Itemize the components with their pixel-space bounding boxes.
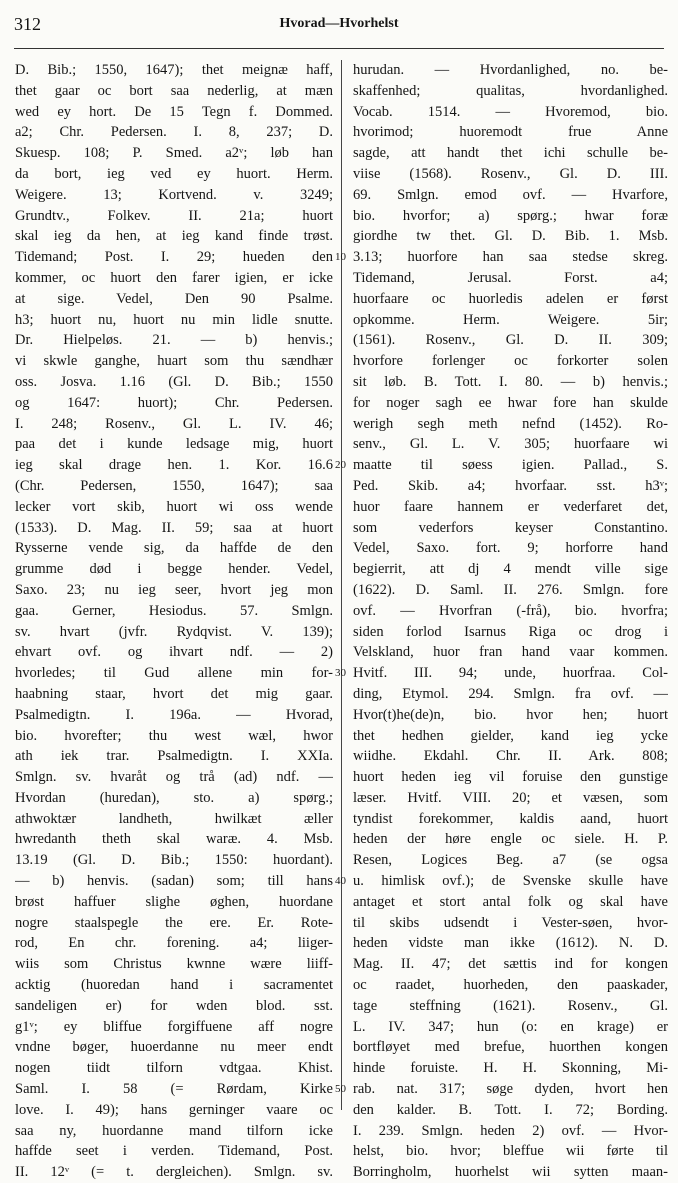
margin-line-number: 50	[335, 1083, 346, 1096]
text-line: vi skwle ganghe, huart som thu sændhær	[15, 353, 333, 370]
text-line: hvorfore forlenger oc forkorter solen	[353, 353, 668, 370]
text-line: tage steffning (1621). Rosenv., Gl.	[353, 997, 668, 1014]
text-line: hurudan. — Hvordanlighed, no. be-	[353, 62, 668, 78]
text-line: Hvor(t)he(de)n, bio. hvor hen; huort	[353, 706, 668, 723]
text-line: viise (1568). Rosenv., Gl. D. III.	[353, 165, 668, 182]
running-head: Hvorad—Hvorhelst	[279, 16, 399, 31]
text-line: ath iek trar. Psalmedigtn. I. XXIa.	[15, 748, 333, 765]
margin-line-number: 30	[335, 667, 346, 680]
margin-line-number: 10	[335, 251, 346, 264]
text-line: ding, Etymol. 294. Smlgn. fra ovf. —	[353, 685, 668, 702]
text-line: 13.19 (Gl. D. Bib.; 1550: huordant).	[15, 852, 333, 869]
text-line: oc raadet, huorheden, den paaskader,	[353, 977, 668, 994]
text-line: haffde seet i verden. Tidemand, Post.	[15, 1143, 333, 1160]
text-line: bio. hvorfor; a) spørg.; hwar foræ	[353, 207, 668, 224]
text-line: heden vidste man ikke (1612). N. D.	[353, 935, 668, 952]
text-line: rab. nat. 317; søge dyden, hvort hen	[353, 1081, 668, 1098]
text-line: hvorledes; til Gud allene min for-	[15, 665, 333, 682]
text-line: sit løb. B. Tott. I. 80. — b) henvis.;	[353, 373, 668, 390]
text-line: wiidhe. Ekdahl. Chr. II. Ark. 808;	[353, 748, 668, 765]
text-line: oss. Josva. 1.16 (Gl. D. Bib.; 1550	[15, 373, 333, 390]
text-line: læser. Hvitf. VIII. 20; et væsen, som	[353, 789, 668, 806]
text-line: ovf. — Hvorfran (-frå), bio. hvorfra;	[353, 602, 668, 619]
text-line: tyndist forekommer, kaldis aand, huort	[353, 810, 668, 827]
text-line: Mag. II. 47; det sættis ind for kongen	[353, 956, 668, 973]
text-line: rod, En chr. forening. a4; liiger-	[15, 935, 333, 952]
margin-line-number: 20	[335, 459, 346, 472]
text-line: (1622). D. Saml. II. 276. Smlgn. fore	[353, 581, 668, 598]
text-line: Psalmedigtn. I. 196a. — Hvorad,	[15, 706, 333, 723]
text-line: Saxo. 23; nu ieg seer, hvort jeg mon	[15, 581, 333, 598]
text-line: lecker vort skib, huort wi oss wende	[15, 498, 333, 515]
text-line: den kalder. B. Tott. I. 72; Bording.	[353, 1101, 668, 1118]
text-line: sandeligen er) for wden blod. sst.	[15, 997, 333, 1014]
page-header	[14, 14, 664, 40]
text-line: wiis som Christus kwnne wære liiff-	[15, 956, 333, 973]
text-line: Skuesp. 108; P. Smed. a2ᵛ; løb han	[15, 145, 333, 162]
text-line: bio. hvorefter; thu west wæl, hwor	[15, 727, 333, 744]
text-line: gaa. Gerner, Hesiodus. 57. Smlgn.	[15, 602, 333, 619]
text-line: at sige. Vedel, Den 90 Psalme.	[15, 290, 333, 307]
text-line: Grundtv., Folkev. II. 21a; huort	[15, 207, 333, 224]
page-number: 312	[14, 14, 41, 34]
text-line: L. IV. 347; hun (o: en krage) er	[353, 1018, 668, 1035]
text-line: Vocab. 1514. — Hvoremod, bio.	[353, 103, 668, 120]
text-line: antaget et stort antal folk og skal have	[353, 893, 668, 910]
text-line: Ped. Skib. a4; hvorfaar. sst. h3ᵛ;	[353, 477, 668, 494]
text-line: og 1647: huort); Chr. Pedersen.	[15, 394, 333, 411]
text-line: giordhe tw thet. Gl. D. Bib. 1. Msb.	[353, 228, 668, 245]
text-line: athwoktær landheth, hwilkæt æller	[15, 810, 333, 827]
text-line: Rysserne vende sig, da haffde de den	[15, 540, 333, 557]
text-line: D. Bib.; 1550, 1647); thet meignæ haff,	[15, 62, 333, 78]
text-line: siden forlod Isarnus Riga oc drog i	[353, 623, 668, 640]
text-line: thet gaar oc bort saa nederlig, at mæn	[15, 82, 333, 99]
text-line: begierrit, att dj 4 mendt ville sige	[353, 561, 668, 578]
text-line: u. himlisk ovf.); de Svenske skulle have	[353, 873, 668, 890]
text-line: thet hedhen gielder, kand ieg ycke	[353, 727, 668, 744]
text-line: grumme død i begge hender. Vedel,	[15, 561, 333, 578]
left-column	[15, 60, 333, 1183]
text-line: 69. Smlgn. emod ovf. — Hvarfore,	[353, 186, 668, 203]
text-line: hwredanth theth skal waræ. 4. Msb.	[15, 831, 333, 848]
text-line: (1561). Rosenv., Gl. D. II. 309;	[353, 332, 668, 349]
text-line: Velskland, huor fran hand vaar kommen.	[353, 644, 668, 661]
text-line: paa det i kunde ledsage mig, huort	[15, 436, 333, 453]
text-line: nogre staalspegle the ere. Er. Rote-	[15, 914, 333, 931]
text-line: sagde, att handt thet ichi schulle be-	[353, 145, 668, 162]
text-line: wed ey hort. De 15 Tegn f. Dommed.	[15, 103, 333, 120]
text-line: (Chr. Pedersen, 1550, 1647); saa	[15, 477, 333, 494]
text-line: brøst haffuer slighe øghen, huordane	[15, 893, 333, 910]
text-line: Hvitf. III. 94; unde, huorfraa. Col-	[353, 665, 668, 682]
text-line: maatte til søess igien. Pallad., S.	[353, 457, 668, 474]
text-line: werigh segh meth nefnd (1452). Ro-	[353, 415, 668, 432]
text-line: (1533). D. Mag. II. 59; saa at huort	[15, 519, 333, 536]
text-line: II. 12ᵛ (= t. dergleichen). Smlgn. sv.	[15, 1164, 333, 1181]
text-line: for noger sagh ee hwar fore han skulde	[353, 394, 668, 411]
text-line: acktig (huoredan hand i sacramentet	[15, 977, 333, 994]
text-line: — b) henvis. (sadan) som; till hans	[15, 873, 333, 890]
text-line: vndne bøger, huoerdanne nu meer endt	[15, 1039, 333, 1056]
text-line: saa ny, huordanne mand tilforn icke	[15, 1122, 333, 1139]
text-line: Resen, Logices Beg. a7 (se ogsa	[353, 852, 668, 869]
text-line: Dr. Hielpeløs. 21. — b) henvis.;	[15, 332, 333, 349]
text-line: Hvordan (huredan), sto. a) spørg.;	[15, 789, 333, 806]
right-column	[353, 60, 668, 1183]
text-line: I. 239. Smlgn. heden 2) ovf. — Hvor-	[353, 1122, 668, 1139]
text-line: sv. hvart (jvfr. Rydqvist. V. 139);	[15, 623, 333, 640]
text-line: ehvart ovf. og ihvart ndf. — 2)	[15, 644, 333, 661]
text-line: I. 248; Rosenv., Gl. L. IV. 46;	[15, 415, 333, 432]
text-line: hvorimod; huoremodt frue Anne	[353, 124, 668, 141]
text-line: opkomme. Herm. Weigere. 5ir;	[353, 311, 668, 328]
text-line: Borringholm, huorhelst wii sytten maan-	[353, 1164, 668, 1181]
column-divider	[341, 60, 342, 1110]
text-line: skaffenhed; qualitas, hvordanlighed.	[353, 82, 668, 99]
text-line: Smlgn. sv. hvaråt og trå (ad) ndf. —	[15, 769, 333, 786]
text-line: som vederfors keyser Constantino.	[353, 519, 668, 536]
text-line: love. I. 49); hans gerninger vaare oc	[15, 1101, 333, 1118]
text-line: heden der høre engle oc siele. H. P.	[353, 831, 668, 848]
text-line: a2; Chr. Pedersen. I. 8, 237; D.	[15, 124, 333, 141]
header-rule	[14, 48, 664, 49]
text-line: huor faare hannem er vederfaret det,	[353, 498, 668, 515]
text-line: huorfaare oc huorledis adelen er først	[353, 290, 668, 307]
margin-line-number: 40	[335, 875, 346, 888]
text-line: ieg skal drage hen. 1. Kor. 16.6	[15, 457, 333, 474]
text-line: Weigere. 13; Kortvend. v. 3249;	[15, 186, 333, 203]
text-line: helst, bio. hvor; bleffue wii førte til	[353, 1143, 668, 1160]
text-line: bortfløyet med brefue, huorthen kongen	[353, 1039, 668, 1056]
text-line: kommer, oc huort den farer igien, er icke	[15, 269, 333, 286]
text-line: h3; huort nu, huort nu min lidle snutte.	[15, 311, 333, 328]
text-line: da bort, ieg ved ey huort. Herm.	[15, 165, 333, 182]
text-line: senv., Gl. L. V. 305; huorfaare wi	[353, 436, 668, 453]
text-line: Saml. I. 58 (= Rørdam, Kirke	[15, 1081, 333, 1098]
text-line: Tidemand; Post. I. 29; hueden den	[15, 249, 333, 266]
text-line: haabning staar, hvort det mig gaar.	[15, 685, 333, 702]
text-line: til skibs udsendt i Vester-søen, hvor-	[353, 914, 668, 931]
text-line: skal ieg da hen, at ieg kand finde trøst.	[15, 228, 333, 245]
text-line: hinde foruiste. H. H. Skonning, Mi-	[353, 1060, 668, 1077]
text-line: Tidemand, Jerusal. Forst. a4;	[353, 269, 668, 286]
text-line: 3.13; huorfore han saa stedse skreg.	[353, 249, 668, 266]
text-line: Vedel, Saxo. fort. 9; horforre hand	[353, 540, 668, 557]
text-line: nogen tiidt tilforn vdtgaa. Khist.	[15, 1060, 333, 1077]
text-line: g1ᵛ; ey bliffue forgiffuene aff nogre	[15, 1018, 333, 1035]
text-line: huort heden ieg vil foruise den gunstige	[353, 769, 668, 786]
